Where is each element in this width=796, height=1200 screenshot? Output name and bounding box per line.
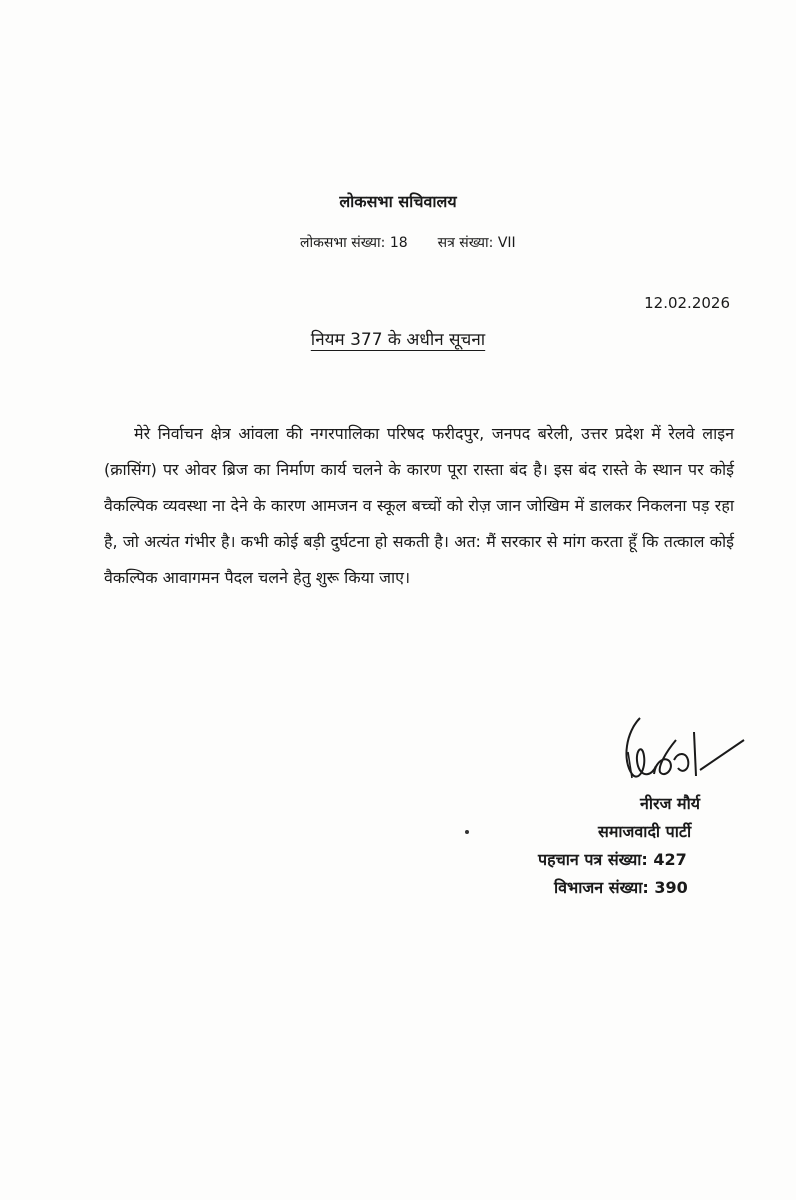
lok-sabha-number: लोकसभा संख्या: 18 (300, 235, 408, 251)
ink-dot (465, 830, 469, 834)
header-meta (300, 233, 516, 252)
secretariat-title: लोकसभा सचिवालय (339, 192, 457, 211)
signatory-party: समाजवादी पार्टी (598, 822, 692, 841)
document-date: 12.02.2026 (644, 294, 730, 312)
identity-card-number: पहचान पत्र संख्या: 427 (538, 850, 687, 869)
subject-heading (0, 327, 796, 350)
division-number: विभाजन संख्या: 390 (554, 878, 688, 897)
handwritten-signature (618, 712, 748, 796)
subject-text: नियम 377 के अधीन सूचना (310, 330, 486, 350)
signatory-block (530, 790, 780, 902)
notice-body: मेरे निर्वाचन क्षेत्र आंवला की नगरपालिका परिषद फरीदपुर, जनपद बरेली, उत्तर प्रदेश में रेलवे लाइन (क्रासिंग) पर ओवर ब्रिज का निर्माण कार्य चलने के कारण पूरा रास्ता बंद है। इस बंद रास्ते के स्थान पर कोई वैकल्पिक व्यवस्था ना देने के कारण आमजन व स्कूल बच्चों को रोज़ जान जोखिम में डालकर निकलना पड़ रहा है, जो अत्यंत गंभीर है। कभी कोई बड़ी दुर्घटना हो सकती है। अत: मैं सरकार से मांग करता हूँ कि तत्काल कोई वैकल्पिक आवागमन पैदल चलने हेतु शुरू किया जाए। (104, 424, 734, 587)
session-number: सत्र संख्या: VII (437, 235, 516, 251)
signatory-name: नीरज मौर्य (640, 794, 701, 813)
